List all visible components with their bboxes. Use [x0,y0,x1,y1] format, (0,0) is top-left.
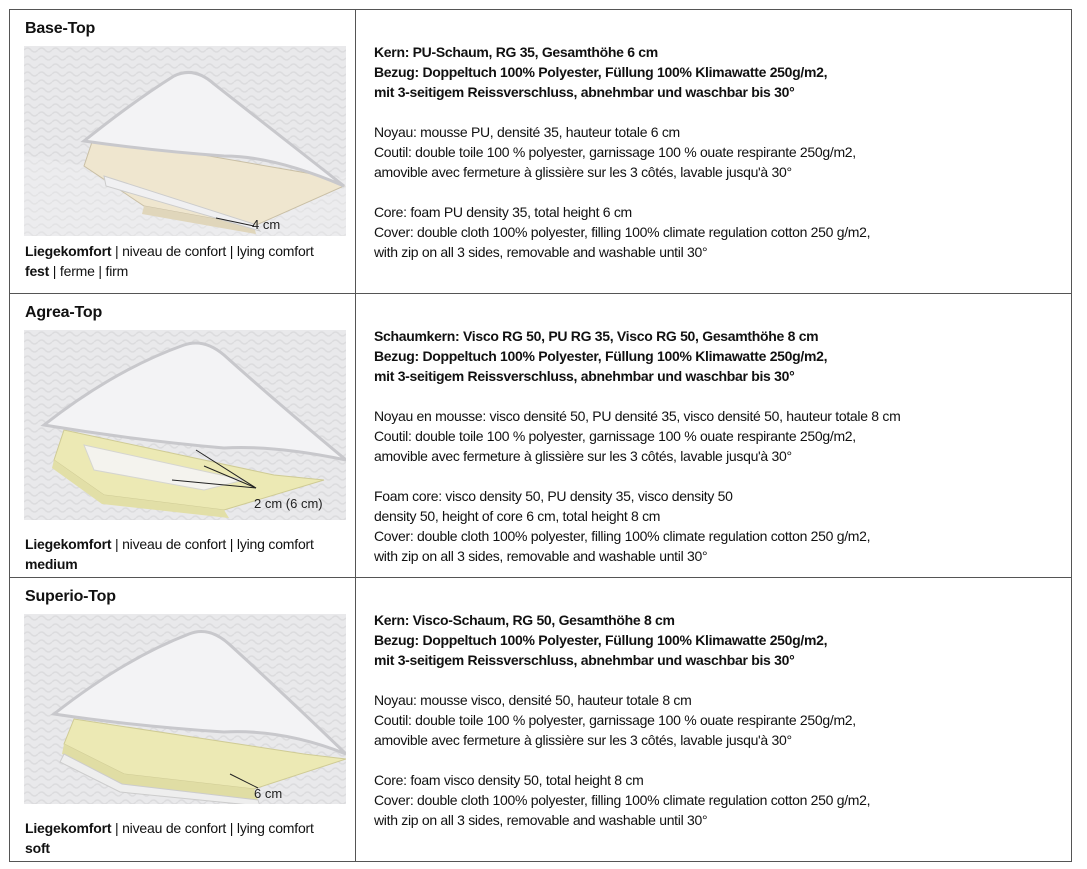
product-title: Superio-Top [25,588,116,605]
description-line: amovible avec fermeture à glissière sur les 3 côtés, lavable jusqu'à 30° [374,732,792,748]
mattress-topper-image [24,614,346,804]
description-line: Noyau en mousse: visco densité 50, PU densité 35, visco densité 50, hauteur totale 8 cm [374,408,901,424]
comfort-label: Liegekomfort [25,820,112,836]
product-row-base-top [10,10,1071,294]
firmness-translations: | ferme | firm [49,263,129,279]
comfort-level [25,534,314,574]
comfort-translations: | niveau de confort | lying comfort [111,536,314,552]
product-description [374,610,870,850]
description-line: Kern: PU-Schaum, RG 35, Gesamthöhe 6 cm [374,44,658,60]
description-line: Foam core: visco density 50, PU density 35, visco density 50 [374,488,733,504]
product-description [374,326,900,586]
description-line: mit 3-seitigem Reissverschluss, abnehmbar und waschbar bis 30° [374,652,795,668]
description-line: density 50, height of core 6 cm, total height 8 cm [374,508,661,524]
product-row-agrea-top [10,294,1071,578]
comfort-level [25,241,314,281]
description-line: Kern: Visco-Schaum, RG 50, Gesamthöhe 8 cm [374,612,675,628]
product-description-cell [356,294,1071,577]
product-description-cell [356,10,1071,293]
product-description [374,42,870,282]
comfort-label: Liegekomfort [25,243,112,259]
firmness-value: soft [25,840,50,856]
description-line: mit 3-seitigem Reissverschluss, abnehmbar und waschbar bis 30° [374,84,795,100]
description-line: Core: foam PU density 35, total height 6 cm [374,204,632,220]
comfort-label: Liegekomfort [25,536,112,552]
description-english [374,202,870,262]
comfort-translations: | niveau de confort | lying comfort [111,820,314,836]
description-line: Coutil: double toile 100 % polyester, garnissage 100 % ouate respirante 250g/m2, [374,712,856,728]
product-description-cell [356,578,1071,862]
description-french [374,690,870,750]
description-english [374,770,870,830]
description-german [374,326,900,386]
description-line: Bezug: Doppeltuch 100% Polyester, Füllung 100% Klimawatte 250g/m2, [374,632,828,648]
firmness-value: medium [25,556,78,572]
description-line: Bezug: Doppeltuch 100% Polyester, Füllung 100% Klimawatte 250g/m2, [374,348,828,364]
dimension-label: 6 cm [254,786,283,801]
dimension-label: 2 cm (6 cm) [254,496,323,511]
description-line: Schaumkern: Visco RG 50, PU RG 35, Visco RG 50, Gesamthöhe 8 cm [374,328,819,344]
description-line: amovible avec fermeture à glissière sur les 3 côtés, lavable jusqu'à 30° [374,164,792,180]
comfort-level [25,818,314,858]
product-visual-cell [10,578,356,862]
description-line: with zip on all 3 sides, removable and washable until 30° [374,244,708,260]
description-line: Cover: double cloth 100% polyester, filling 100% climate regulation cotton 250 g/m2, [374,528,871,544]
product-title: Base-Top [25,20,96,37]
description-line: mit 3-seitigem Reissverschluss, abnehmbar und waschbar bis 30° [374,368,795,384]
description-line: Bezug: Doppeltuch 100% Polyester, Füllung 100% Klimawatte 250g/m2, [374,64,828,80]
description-french [374,122,870,182]
dimension-label: 4 cm [252,217,281,232]
description-line: Coutil: double toile 100 % polyester, garnissage 100 % ouate respirante 250g/m2, [374,428,856,444]
product-row-superio-top [10,578,1071,862]
description-line: Noyau: mousse PU, densité 35, hauteur totale 6 cm [374,124,680,140]
product-table [9,9,1072,862]
product-visual-cell [10,294,356,577]
description-german [374,610,870,670]
product-visual-cell [10,10,356,293]
description-line: amovible avec fermeture à glissière sur les 3 côtés, lavable jusqu'à 30° [374,448,792,464]
description-french [374,406,900,466]
description-line: with zip on all 3 sides, removable and washable until 30° [374,548,708,564]
description-line: with zip on all 3 sides, removable and washable until 30° [374,812,708,828]
mattress-topper-image [24,46,346,236]
description-line: Cover: double cloth 100% polyester, filling 100% climate regulation cotton 250 g/m2, [374,792,871,808]
comfort-translations: | niveau de confort | lying comfort [111,243,314,259]
description-line: Core: foam visco density 50, total height 8 cm [374,772,644,788]
description-line: Noyau: mousse visco, densité 50, hauteur totale 8 cm [374,692,692,708]
firmness-value: fest [25,263,50,279]
description-line: Cover: double cloth 100% polyester, filling 100% climate regulation cotton 250 g/m2, [374,224,871,240]
mattress-topper-image [24,330,346,520]
product-title: Agrea-Top [25,304,103,321]
description-english [374,486,900,566]
description-line: Coutil: double toile 100 % polyester, garnissage 100 % ouate respirante 250g/m2, [374,144,856,160]
description-german [374,42,870,102]
